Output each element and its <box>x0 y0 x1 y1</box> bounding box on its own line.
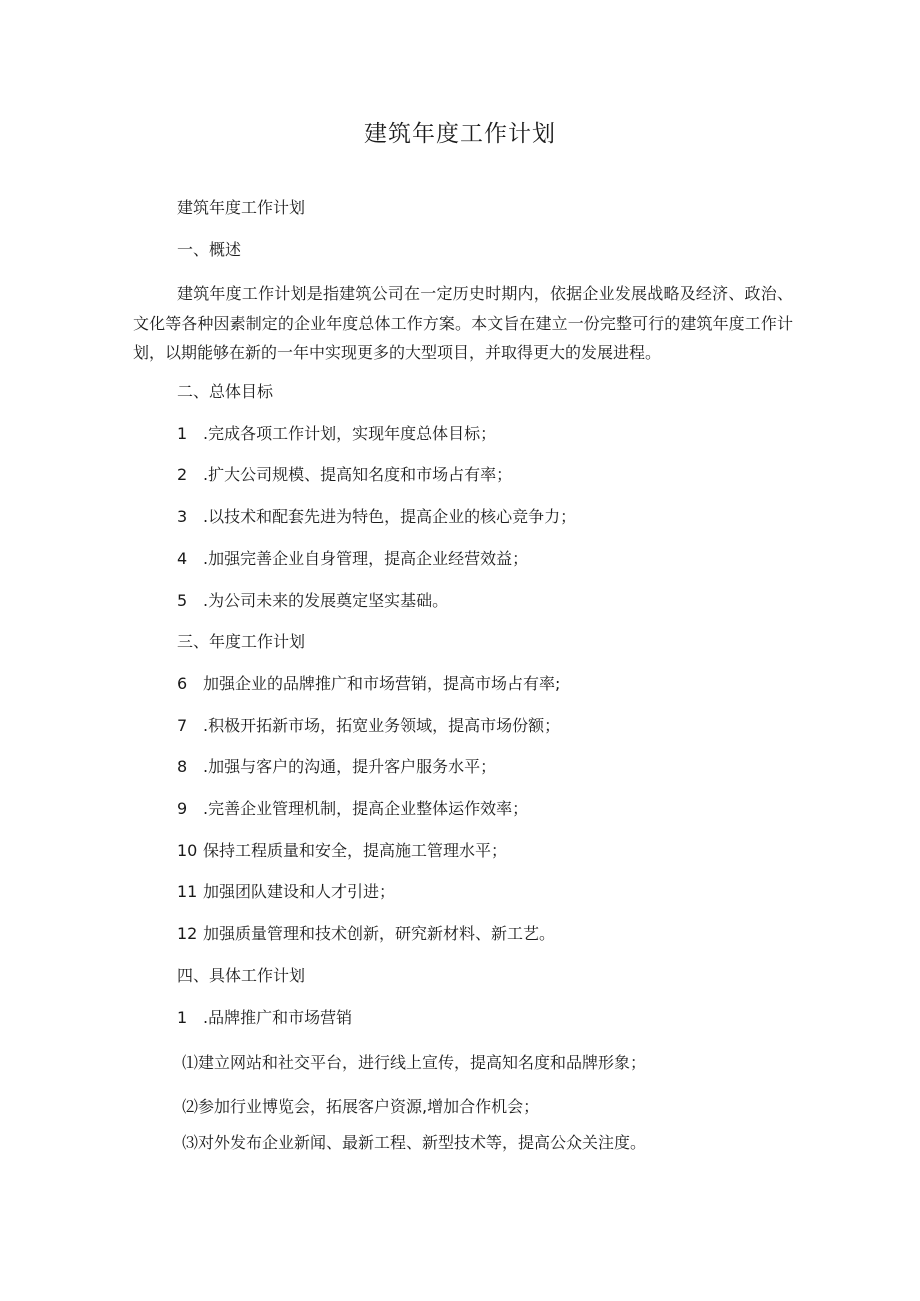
overview-paragraph: 建筑年度工作计划是指建筑公司在一定历史时期内，依据企业发展战略及经济、政治、文化等各种因素制定的企业年度总体工作方案。本文旨在建立一份完整可行的建筑年度工作计划，以期能够在新的一年中实现更多的大型项目，并取得更大的发展进程。 <box>133 284 793 362</box>
list-item-text: .扩大公司规模、提高知名度和市场占有率； <box>203 465 513 484</box>
list-item-text: 加强质量管理和技术创新，研究新材料、新工艺。 <box>203 924 556 943</box>
sub-list-item-number: ⑵ <box>182 1097 199 1116</box>
list-item <box>177 797 528 821</box>
sub-list-item <box>182 1095 539 1119</box>
list-item-number: 1 <box>177 1008 188 1027</box>
list-item <box>177 672 560 696</box>
list-item-number: 6 <box>177 674 188 693</box>
list-item-text: .品牌推广和市场营销 <box>203 1008 353 1027</box>
list-item-number: 8 <box>177 757 188 776</box>
sub-list-item-number: ⑴ <box>182 1053 199 1072</box>
list-item <box>177 589 448 613</box>
sub-list-item <box>182 1131 646 1155</box>
list-item-text: 保持工程质量和安全，提高施工管理水平； <box>203 841 508 860</box>
sub-list-item <box>182 1051 646 1075</box>
list-item-text: 加强团队建设和人才引进； <box>203 882 396 901</box>
list-item-text: .以技术和配套先进为特色，提高企业的核心竞争力； <box>203 507 577 526</box>
list-item-text: .加强完善企业自身管理，提高企业经营效益； <box>203 549 529 568</box>
list-item-number: 4 <box>177 549 188 568</box>
sub-list-item-text: 对外发布企业新闻、最新工程、新型技术等，提高公众关注度。 <box>198 1133 647 1152</box>
section-heading-overview: 一、概述 <box>177 240 242 259</box>
list-item-number: 12 <box>177 924 198 943</box>
list-item-text: .完成各项工作计划，实现年度总体目标； <box>203 424 497 443</box>
sub-list-item-number: ⑶ <box>182 1133 199 1152</box>
list-item-number: 2 <box>177 465 188 484</box>
list-item-number: 1 <box>177 424 188 443</box>
list-item <box>177 505 576 529</box>
list-item-number: 10 <box>177 841 198 860</box>
list-item-number: 9 <box>177 799 188 818</box>
sub-list-item-text: 参加行业博览会，拓展客户资源,增加合作机会； <box>198 1097 540 1116</box>
list-item-number: 5 <box>177 591 188 610</box>
list-item <box>177 714 560 738</box>
list-item-number: 11 <box>177 882 198 901</box>
section-heading-annual-plan: 三、年度工作计划 <box>177 632 306 651</box>
section-heading-goals: 二、总体目标 <box>177 382 274 401</box>
list-item <box>177 880 395 904</box>
section-heading-specific-plan: 四、具体工作计划 <box>177 966 306 985</box>
list-item-text: .为公司未来的发展奠定坚实基础。 <box>203 591 449 610</box>
list-item-number: 3 <box>177 507 188 526</box>
list-item <box>177 839 507 863</box>
list-item-text: .完善企业管理机制，提高企业整体运作效率； <box>203 799 529 818</box>
list-item <box>177 1006 352 1030</box>
list-item <box>177 755 496 779</box>
list-item-number: 7 <box>177 716 188 735</box>
list-item-text: .积极开拓新市场，拓宽业务领域，提高市场份额； <box>203 716 561 735</box>
list-item <box>177 422 496 446</box>
list-item <box>177 547 528 571</box>
list-item <box>177 463 512 487</box>
list-item-text: .加强与客户的沟通，提升客户服务水平； <box>203 757 497 776</box>
list-item-text: 加强企业的品牌推广和市场营销，提高市场占有率; <box>203 674 561 693</box>
list-item <box>177 922 555 946</box>
document-subtitle: 建筑年度工作计划 <box>177 198 306 217</box>
sub-list-item-text: 建立网站和社交平台，进行线上宣传，提高知名度和品牌形象； <box>198 1053 647 1072</box>
document-title: 建筑年度工作计划 <box>364 121 556 147</box>
